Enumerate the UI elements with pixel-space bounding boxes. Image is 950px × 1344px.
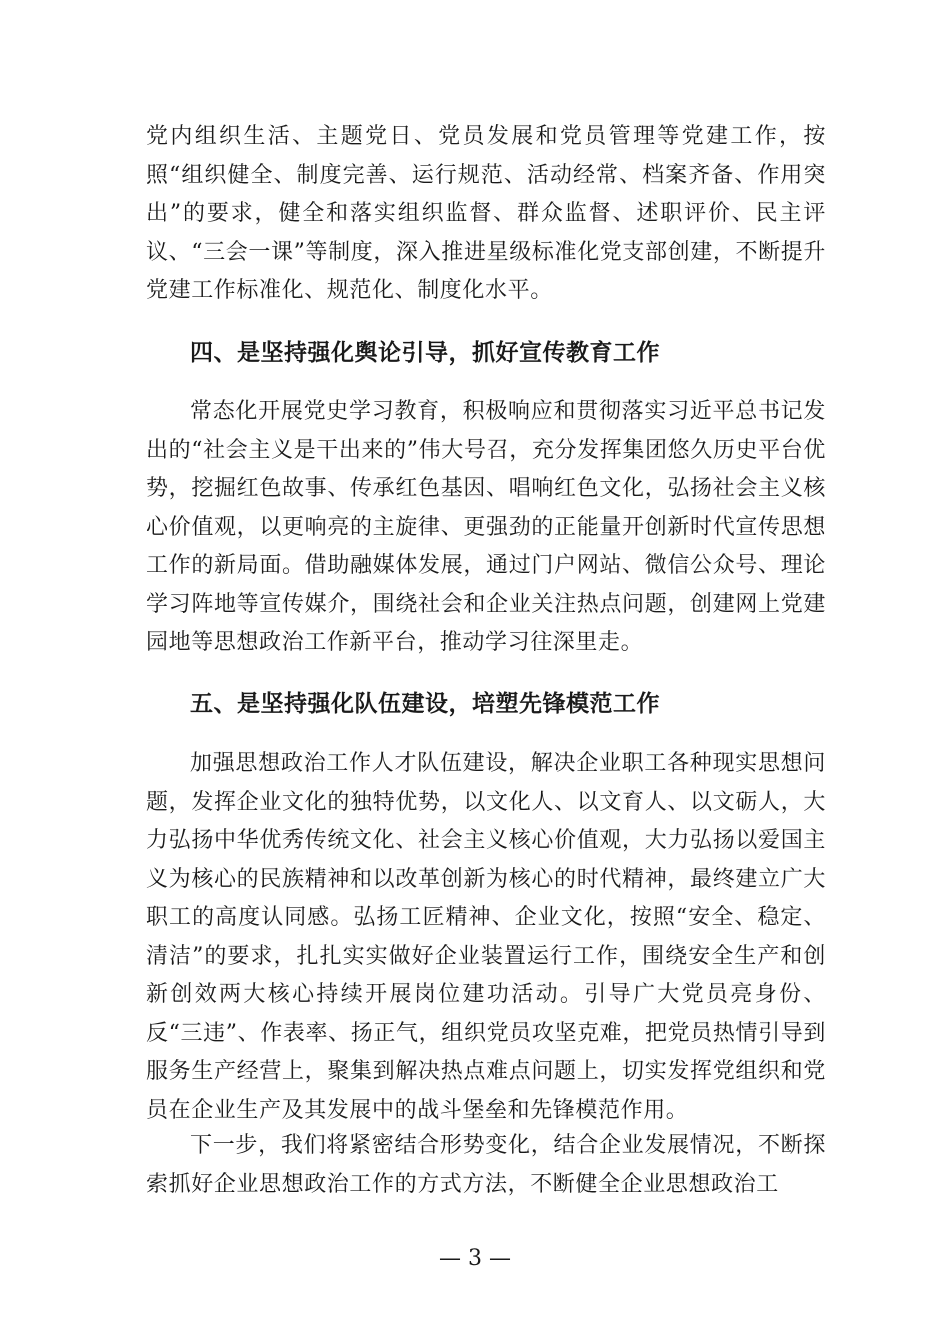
paragraph-next-steps: 下一步，我们将紧密结合形势变化，结合企业发展情况，不断探索抓好企业思想政治工作的方式方法，不断健全企业思想政治工 — [146, 1133, 826, 1197]
paragraph-team-building: 加强思想政治工作人才队伍建设，解决企业职工各种现实思想问题，发挥企业文化的独特优势，以文化人、以文育人、以文砺人，大力弘扬中华优秀传统文化、社会主义核心价值观，大力弘扬以爱国主义为核心的民族精神和以改革创新为核心的时代精神，最终建立广大职工的高度认同感。弘扬工匠精神、企业文化，按照“安全、稳定、清洁”的要求，扎扎实实做好企业装置运行工作，围绕安全生产和创新创效两大核心持续开展岗位建功活动。引导广大党员亮身份、反“三违”、作表率、扬正气，组织党员攻坚克难，把党员热情引导到服务生产经营上，聚集到解决热点难点问题上，切实发挥党组织和党员在企业生产及其发展中的战斗堡垒和先锋模范作用。 — [146, 751, 826, 1123]
page-number: — 3 — — [439, 1246, 511, 1271]
section-heading-four: 四、是坚持强化舆论引导，抓好宣传教育工作 — [190, 340, 660, 366]
paragraph-publicity-education: 常态化开展党史学习教育，积极响应和贯彻落实习近平总书记发出的“社会主义是干出来的”伟大号召，充分发挥集团悠久历史平台优势，挖掘红色故事、传承红色基因、唱响红色文化，弘扬社会主义核心价值观，以更响亮的主旋律、更强劲的正能量开创新时代宣传思想工作的新局面。借助融媒体发展，通过门户网站、微信公众号、理论学习阵地等宣传媒介，围绕社会和企业关注热点问题，创建网上党建园地等思想政治工作新平台，推动学习往深里走。 — [146, 399, 826, 655]
section-heading-five: 五、是坚持强化队伍建设，培塑先锋模范工作 — [190, 691, 660, 717]
paragraph-party-building-standardization: 党内组织生活、主题党日、党员发展和党员管理等党建工作，按照“组织健全、制度完善、运行规范、活动经常、档案齐备、作用突出”的要求，健全和落实组织监督、群众监督、述职评价、民主评议、“三会一课”等制度，深入推进星级标准化党支部创建，不断提升党建工作标准化、规范化、制度化水平。 — [146, 124, 826, 303]
